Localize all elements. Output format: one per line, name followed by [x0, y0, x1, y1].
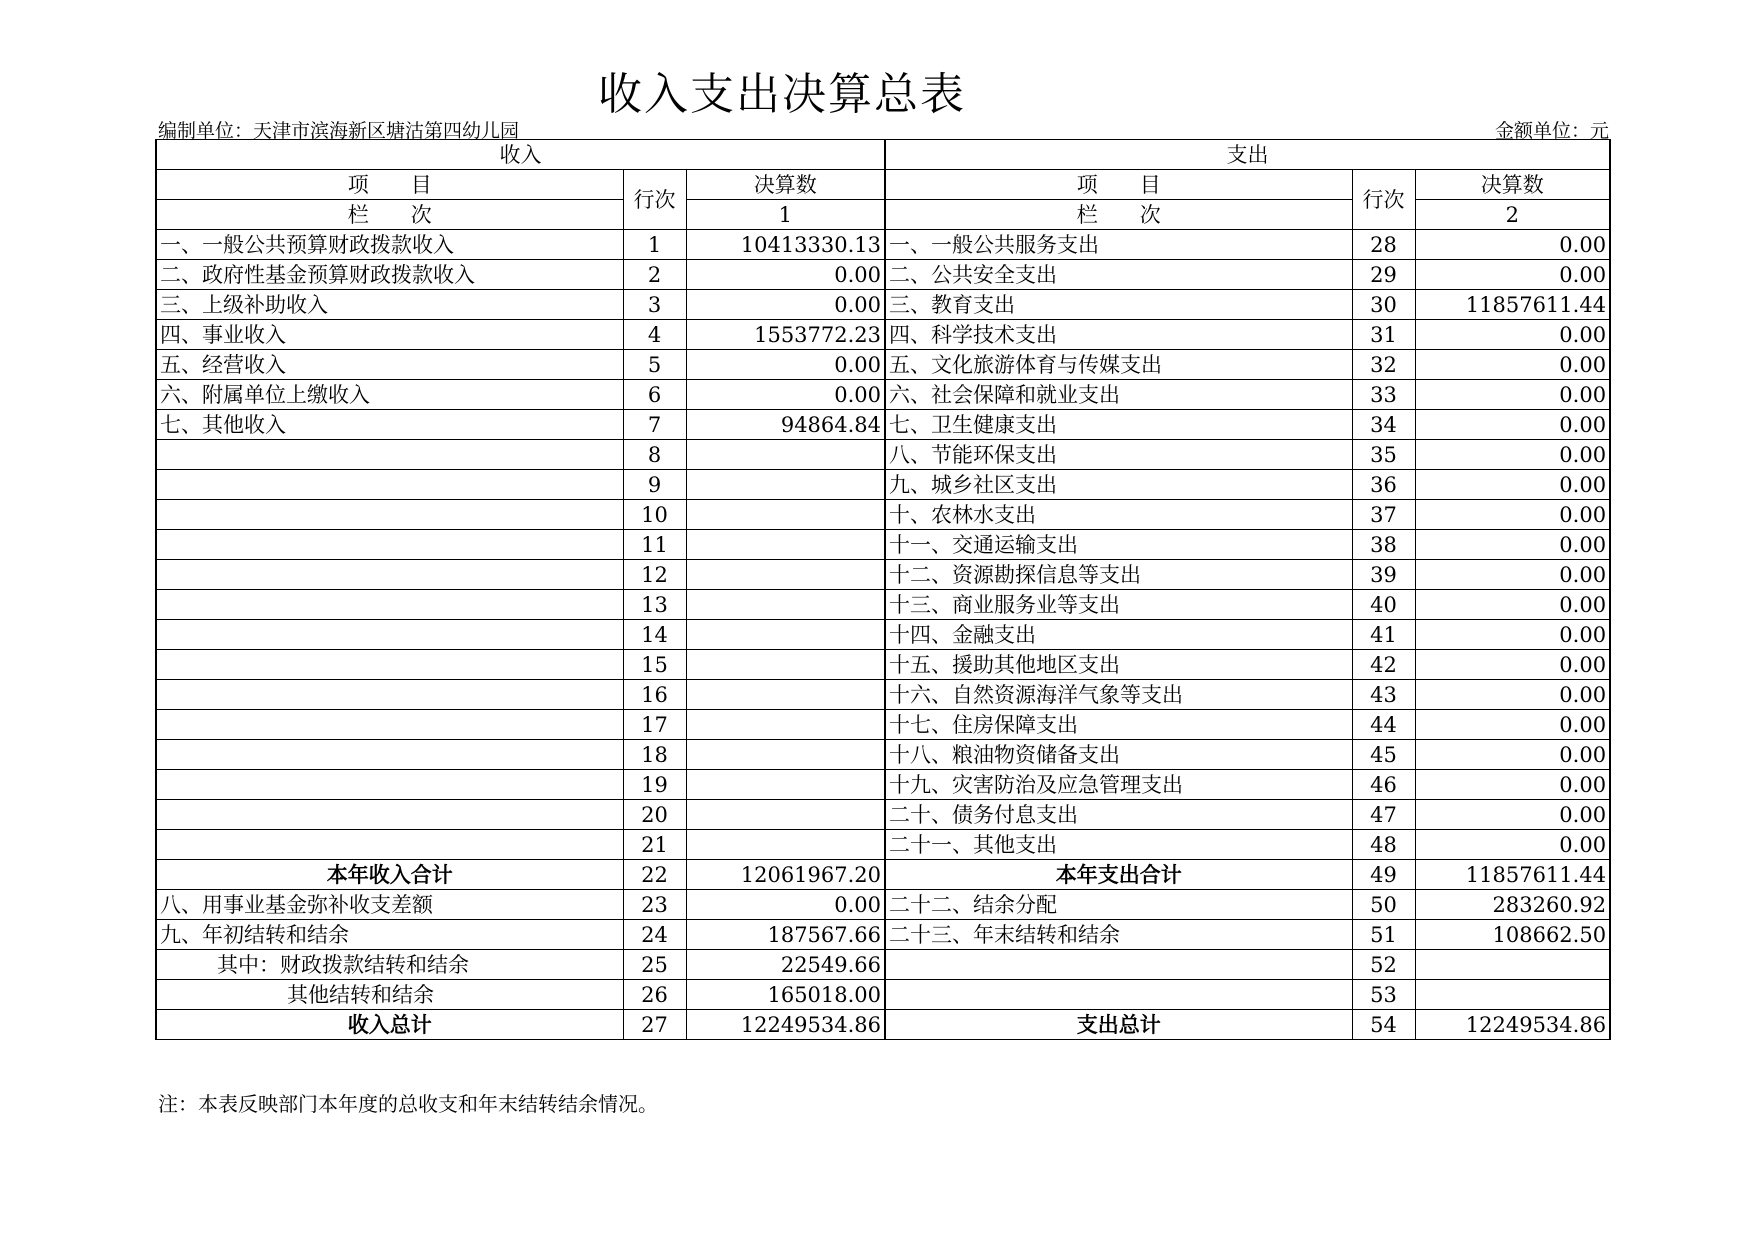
- income-row-no: 7: [623, 410, 686, 440]
- income-row-no: 24: [623, 920, 686, 950]
- income-amount: 10413330.13: [686, 230, 885, 260]
- expense-section-header: 支出: [885, 140, 1610, 170]
- expense-row-no: 48: [1352, 830, 1415, 860]
- expense-item-name: 十七、住房保障支出: [885, 710, 1352, 740]
- expense-row-no: 41: [1352, 620, 1415, 650]
- expense-item-name: 十九、灾害防治及应急管理支出: [885, 770, 1352, 800]
- income-amount: [686, 500, 885, 530]
- expense-item-name: 八、节能环保支出: [885, 440, 1352, 470]
- table-row: [156, 620, 1610, 650]
- table-row: [156, 830, 1610, 860]
- expense-item-name: 十五、援助其他地区支出: [885, 650, 1352, 680]
- table-row: [156, 800, 1610, 830]
- table-row: [156, 770, 1610, 800]
- income-row-no: 4: [623, 320, 686, 350]
- income-row-no: 1: [623, 230, 686, 260]
- expense-item-name: 九、城乡社区支出: [885, 470, 1352, 500]
- expense-row-no: 34: [1352, 410, 1415, 440]
- expense-amount: 0.00: [1415, 230, 1610, 260]
- income-row-no: 10: [623, 500, 686, 530]
- income-amount: 187567.66: [686, 920, 885, 950]
- expense-amount: 0.00: [1415, 770, 1610, 800]
- expense-amount: 11857611.44: [1415, 860, 1610, 890]
- income-row-no: 17: [623, 710, 686, 740]
- expense-row-no: 51: [1352, 920, 1415, 950]
- expense-item-name: 二十二、结余分配: [885, 890, 1352, 920]
- income-item-name: [156, 710, 623, 740]
- expense-item-name: 支出总计: [885, 1010, 1352, 1040]
- income-item-name: 二、政府性基金预算财政拨款收入: [156, 260, 623, 290]
- income-amount: 0.00: [686, 260, 885, 290]
- expense-row-no: 44: [1352, 710, 1415, 740]
- income-amount: [686, 560, 885, 590]
- expense-row-no: 53: [1352, 980, 1415, 1010]
- expense-item-name: 十六、自然资源海洋气象等支出: [885, 680, 1352, 710]
- income-item-name: 其他结转和结余: [156, 980, 623, 1010]
- table-row: [156, 350, 1610, 380]
- expense-amount: [1415, 950, 1610, 980]
- income-row-no: 27: [623, 1010, 686, 1040]
- table-row: [156, 980, 1610, 1010]
- income-item-name: 七、其他收入: [156, 410, 623, 440]
- income-amount: 1553772.23: [686, 320, 885, 350]
- income-col-number: 1: [686, 200, 885, 230]
- income-item-name: [156, 830, 623, 860]
- income-amount: 165018.00: [686, 980, 885, 1010]
- expense-item-name: 二十、债务付息支出: [885, 800, 1352, 830]
- table-row: [156, 410, 1610, 440]
- expense-amount: [1415, 980, 1610, 1010]
- expense-amount: 0.00: [1415, 410, 1610, 440]
- income-item-name: 五、经营收入: [156, 350, 623, 380]
- expense-amount: 0.00: [1415, 650, 1610, 680]
- income-item-name: [156, 620, 623, 650]
- expense-item-name: 七、卫生健康支出: [885, 410, 1352, 440]
- income-item-name: 九、年初结转和结余: [156, 920, 623, 950]
- expense-row-no: 50: [1352, 890, 1415, 920]
- expense-item-name: 五、文化旅游体育与传媒支出: [885, 350, 1352, 380]
- income-amount: [686, 620, 885, 650]
- expense-amount: 0.00: [1415, 530, 1610, 560]
- table-row: [156, 740, 1610, 770]
- report-title: 收入支出决算总表: [598, 69, 966, 120]
- expense-row-no: 36: [1352, 470, 1415, 500]
- income-row-no: 23: [623, 890, 686, 920]
- income-item-name: 四、事业收入: [156, 320, 623, 350]
- expense-item-name: 二十三、年末结转和结余: [885, 920, 1352, 950]
- income-item-name: 六、附属单位上缴收入: [156, 380, 623, 410]
- expense-item-name: 十二、资源勘探信息等支出: [885, 560, 1352, 590]
- income-item-name: [156, 680, 623, 710]
- income-item-name: [156, 530, 623, 560]
- expense-amount: 0.00: [1415, 560, 1610, 590]
- expense-row-no: 30: [1352, 290, 1415, 320]
- income-amount: [686, 770, 885, 800]
- expense-row-no: 52: [1352, 950, 1415, 980]
- income-row-no: 11: [623, 530, 686, 560]
- income-amount: [686, 740, 885, 770]
- expense-col-number: 2: [1415, 200, 1610, 230]
- income-item-name: 收入总计: [156, 1010, 623, 1040]
- expense-amount: 0.00: [1415, 350, 1610, 380]
- expense-item-name: 十、农林水支出: [885, 500, 1352, 530]
- income-amount: 12061967.20: [686, 860, 885, 890]
- table-row: [156, 230, 1610, 260]
- table-row: [156, 950, 1610, 980]
- expense-col-label: 栏 次: [885, 200, 1352, 230]
- expense-row-no: 46: [1352, 770, 1415, 800]
- expense-row-no: 28: [1352, 230, 1415, 260]
- expense-row-no-header: 行次: [1352, 170, 1415, 230]
- table-row: [156, 320, 1610, 350]
- expense-amount: 108662.50: [1415, 920, 1610, 950]
- table-row: [156, 890, 1610, 920]
- expense-item-name: [885, 980, 1352, 1010]
- income-row-no: 2: [623, 260, 686, 290]
- table-row: [156, 530, 1610, 560]
- expense-row-no: 37: [1352, 500, 1415, 530]
- income-item-header: 项 目: [156, 170, 623, 200]
- income-amount: 0.00: [686, 290, 885, 320]
- footnote: 注：本表反映部门本年度的总收支和年末结转结余情况。: [158, 1092, 658, 1116]
- expense-row-no: 32: [1352, 350, 1415, 380]
- income-item-name: 本年收入合计: [156, 860, 623, 890]
- income-item-name: [156, 500, 623, 530]
- income-row-no: 19: [623, 770, 686, 800]
- table-row: [156, 260, 1610, 290]
- income-amount: [686, 680, 885, 710]
- income-item-name: 其中：财政拨款结转和结余: [156, 950, 623, 980]
- income-row-no: 16: [623, 680, 686, 710]
- income-row-no: 6: [623, 380, 686, 410]
- expense-row-no: 38: [1352, 530, 1415, 560]
- income-row-no: 15: [623, 650, 686, 680]
- income-amount: [686, 710, 885, 740]
- income-row-no: 3: [623, 290, 686, 320]
- table-row: [156, 440, 1610, 470]
- income-amount: 0.00: [686, 380, 885, 410]
- table-row: [156, 470, 1610, 500]
- expense-item-name: 十一、交通运输支出: [885, 530, 1352, 560]
- expense-amount: 283260.92: [1415, 890, 1610, 920]
- income-amount-header: 决算数: [686, 170, 885, 200]
- expense-item-name: 三、教育支出: [885, 290, 1352, 320]
- income-item-name: [156, 650, 623, 680]
- income-item-name: [156, 590, 623, 620]
- table-row: [156, 590, 1610, 620]
- expense-row-no: 49: [1352, 860, 1415, 890]
- expense-item-name: 十八、粮油物资储备支出: [885, 740, 1352, 770]
- expense-amount: 0.00: [1415, 440, 1610, 470]
- income-amount: [686, 470, 885, 500]
- expense-amount: 0.00: [1415, 740, 1610, 770]
- table-row: [156, 710, 1610, 740]
- table-row: [156, 650, 1610, 680]
- income-row-no: 5: [623, 350, 686, 380]
- currency-unit: 金额单位：元: [1494, 120, 1609, 142]
- expense-row-no: 43: [1352, 680, 1415, 710]
- expense-item-name: 四、科学技术支出: [885, 320, 1352, 350]
- expense-amount: 0.00: [1415, 680, 1610, 710]
- income-row-no: 22: [623, 860, 686, 890]
- expense-row-no: 45: [1352, 740, 1415, 770]
- expense-amount: 0.00: [1415, 830, 1610, 860]
- income-item-name: 一、一般公共预算财政拨款收入: [156, 230, 623, 260]
- expense-item-name: 一、一般公共服务支出: [885, 230, 1352, 260]
- income-amount: 22549.66: [686, 950, 885, 980]
- income-item-name: [156, 440, 623, 470]
- expense-row-no: 35: [1352, 440, 1415, 470]
- expense-item-name: 本年支出合计: [885, 860, 1352, 890]
- expense-row-no: 29: [1352, 260, 1415, 290]
- expense-row-no: 40: [1352, 590, 1415, 620]
- income-row-no-header: 行次: [623, 170, 686, 230]
- expense-item-name: 十四、金融支出: [885, 620, 1352, 650]
- income-expense-table: [155, 139, 1611, 1040]
- expense-item-name: 二十一、其他支出: [885, 830, 1352, 860]
- income-item-name: [156, 740, 623, 770]
- table-row: [156, 560, 1610, 590]
- expense-amount: 0.00: [1415, 320, 1610, 350]
- expense-row-no: 39: [1352, 560, 1415, 590]
- expense-item-header: 项 目: [885, 170, 1352, 200]
- income-amount: [686, 440, 885, 470]
- expense-row-no: 47: [1352, 800, 1415, 830]
- expense-amount: 0.00: [1415, 260, 1610, 290]
- income-row-no: 18: [623, 740, 686, 770]
- income-amount: 0.00: [686, 350, 885, 380]
- expense-amount: 11857611.44: [1415, 290, 1610, 320]
- income-amount: [686, 800, 885, 830]
- income-item-name: [156, 770, 623, 800]
- income-row-no: 9: [623, 470, 686, 500]
- income-item-name: [156, 470, 623, 500]
- compiling-unit: 编制单位：天津市滨海新区塘沽第四幼儿园: [158, 120, 520, 142]
- table-row: [156, 680, 1610, 710]
- expense-item-name: 六、社会保障和就业支出: [885, 380, 1352, 410]
- income-row-no: 13: [623, 590, 686, 620]
- income-amount: [686, 830, 885, 860]
- income-row-no: 21: [623, 830, 686, 860]
- income-row-no: 12: [623, 560, 686, 590]
- expense-amount: 0.00: [1415, 380, 1610, 410]
- expense-amount: 0.00: [1415, 620, 1610, 650]
- income-amount: [686, 530, 885, 560]
- table-row: [156, 380, 1610, 410]
- income-row-no: 25: [623, 950, 686, 980]
- expense-amount: 0.00: [1415, 500, 1610, 530]
- table-row: [156, 1010, 1610, 1040]
- expense-amount: 0.00: [1415, 590, 1610, 620]
- income-col-label: 栏 次: [156, 200, 623, 230]
- table-row: [156, 290, 1610, 320]
- table-row: [156, 920, 1610, 950]
- expense-amount: 0.00: [1415, 710, 1610, 740]
- income-item-name: [156, 800, 623, 830]
- expense-row-no: 31: [1352, 320, 1415, 350]
- income-amount: 12249534.86: [686, 1010, 885, 1040]
- income-row-no: 8: [623, 440, 686, 470]
- expense-item-name: [885, 950, 1352, 980]
- income-row-no: 14: [623, 620, 686, 650]
- income-item-name: 三、上级补助收入: [156, 290, 623, 320]
- expense-item-name: 二、公共安全支出: [885, 260, 1352, 290]
- income-amount: 94864.84: [686, 410, 885, 440]
- expense-amount: 0.00: [1415, 470, 1610, 500]
- income-section-header: 收入: [156, 140, 885, 170]
- table-row: [156, 860, 1610, 890]
- expense-amount-header: 决算数: [1415, 170, 1610, 200]
- expense-row-no: 42: [1352, 650, 1415, 680]
- expense-item-name: 十三、商业服务业等支出: [885, 590, 1352, 620]
- income-amount: [686, 590, 885, 620]
- income-row-no: 20: [623, 800, 686, 830]
- income-amount: [686, 650, 885, 680]
- income-row-no: 26: [623, 980, 686, 1010]
- table-row: [156, 500, 1610, 530]
- income-item-name: [156, 560, 623, 590]
- expense-row-no: 54: [1352, 1010, 1415, 1040]
- income-item-name: 八、用事业基金弥补收支差额: [156, 890, 623, 920]
- expense-amount: 0.00: [1415, 800, 1610, 830]
- income-amount: 0.00: [686, 890, 885, 920]
- expense-amount: 12249534.86: [1415, 1010, 1610, 1040]
- expense-row-no: 33: [1352, 380, 1415, 410]
